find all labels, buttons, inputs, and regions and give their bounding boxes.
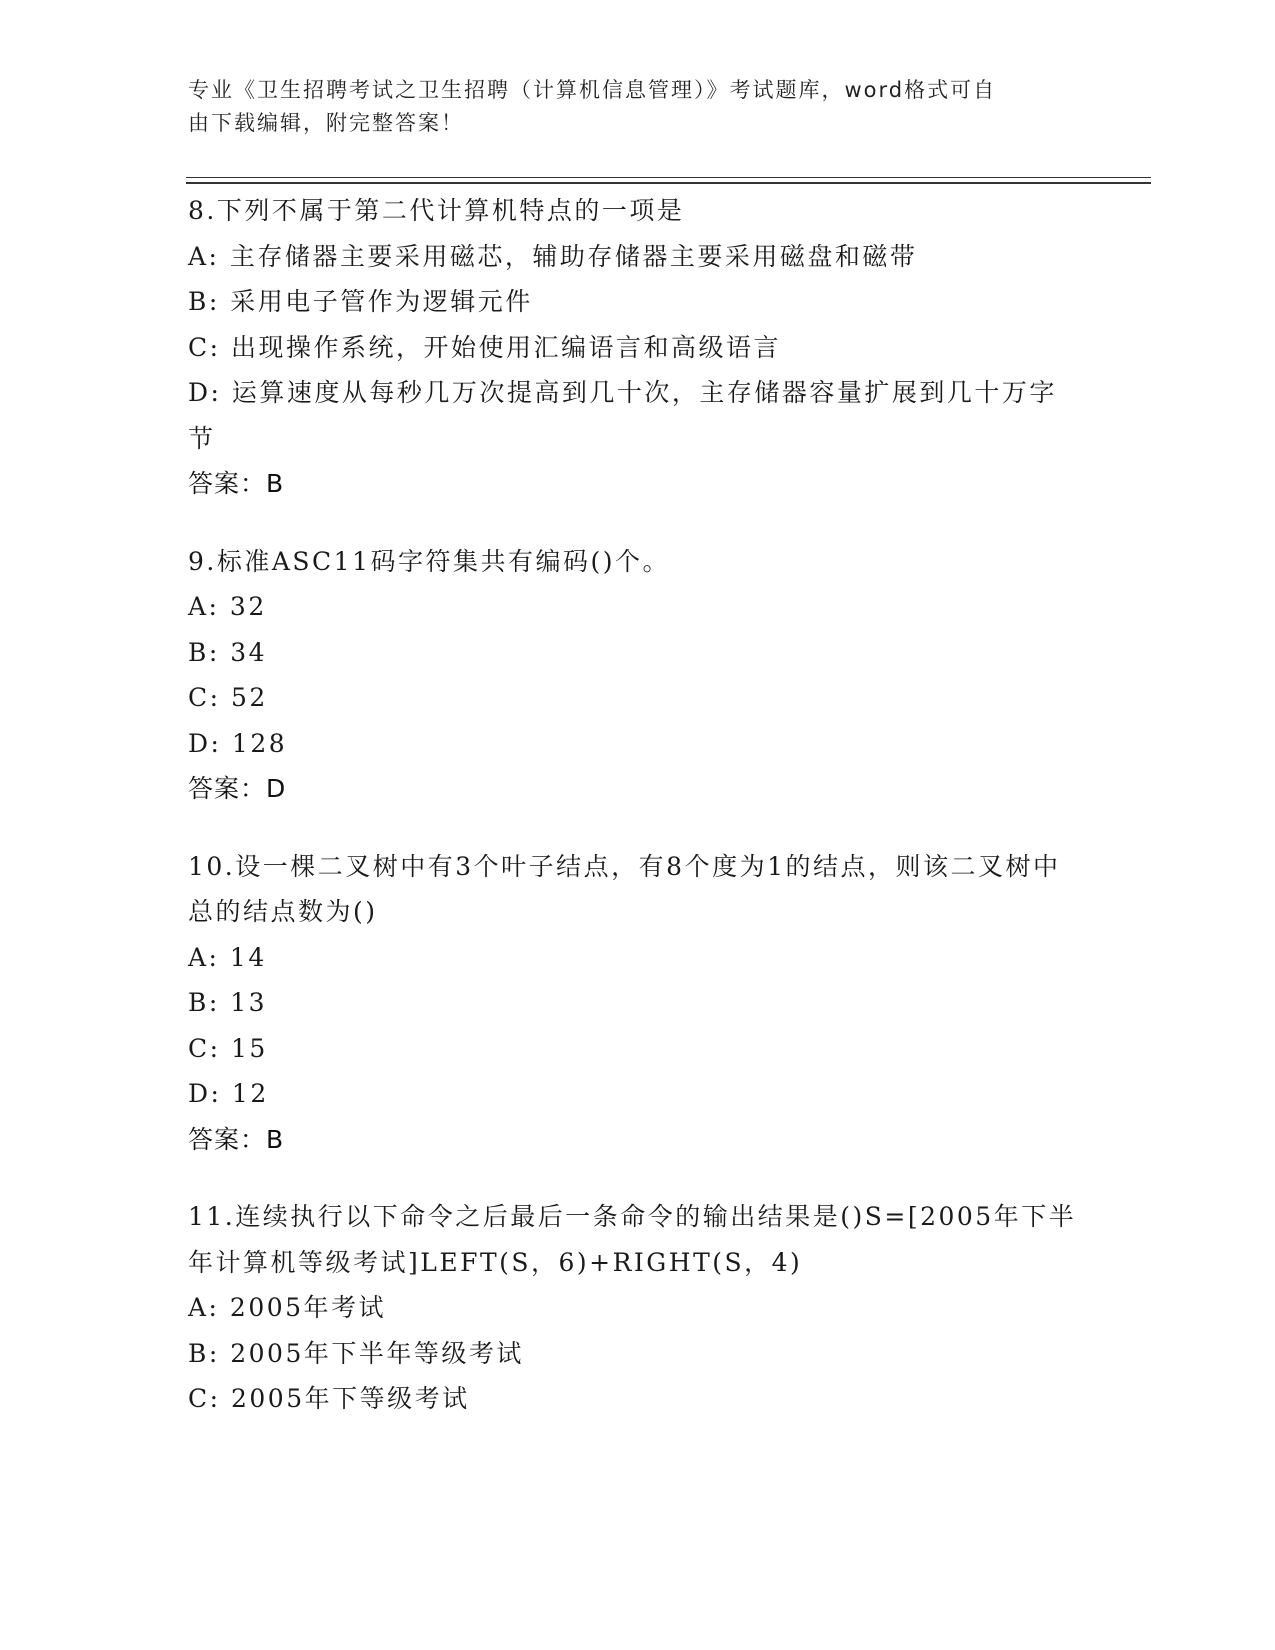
question-list	[188, 188, 1078, 1454]
option-c: C: 52	[188, 683, 268, 712]
answer-label: 答案：B	[188, 1124, 285, 1154]
question-8	[188, 188, 1078, 507]
option-b: B: 2005年下半年等级考试	[188, 1338, 524, 1368]
option-c: C: 15	[188, 1033, 268, 1063]
option-a: A: 32	[188, 592, 267, 621]
option-a: A: 2005年考试	[188, 1293, 387, 1322]
question-stem: 10.设一棵二叉树中有3个叶子结点，有8个度为1的结点，则该二叉树中总的结点数为()	[188, 851, 1061, 926]
option-b: B: 采用电子管作为逻辑元件	[188, 287, 533, 316]
answer-label: 答案：B	[188, 469, 285, 498]
header-divider-thin	[186, 177, 1151, 178]
question-stem: 8.下列不属于第二代计算机特点的一项是	[188, 196, 685, 225]
option-b: B: 34	[188, 637, 268, 667]
header-line-1: 专业《卫生招聘考试之卫生招聘（计算机信息管理）》考试题库，word格式可自	[188, 78, 997, 102]
question-11	[188, 1194, 1078, 1422]
answer-label: 答案：D	[188, 774, 287, 803]
option-a: A: 14	[188, 942, 267, 972]
header-divider-thick	[186, 182, 1151, 184]
option-d: D: 12	[188, 1079, 269, 1108]
option-b: B: 13	[188, 988, 268, 1017]
header-line-2: 由下载编辑，附完整答案！	[188, 111, 464, 135]
question-10	[188, 844, 1078, 1163]
document-header	[188, 74, 1068, 140]
question-stem: 11.连续执行以下命令之后最后一条命令的输出结果是()S=[2005年下半年计算机等级考试]LEFT(S，6)+RIGHT(S，4)	[188, 1202, 1077, 1277]
option-d: D: 128	[188, 728, 288, 758]
question-stem: 9.标准ASC11码字符集共有编码()个。	[188, 546, 670, 576]
option-a: A: 主存储器主要采用磁芯，辅助存储器主要采用磁盘和磁带	[188, 241, 918, 271]
option-c: C: 出现操作系统，开始使用汇编语言和高级语言	[188, 332, 781, 362]
question-9	[188, 539, 1078, 812]
option-c: C: 2005年下等级考试	[188, 1384, 470, 1413]
option-d: D: 运算速度从每秒几万次提高到几十次，主存储器容量扩展到几十万字节	[188, 378, 1057, 453]
